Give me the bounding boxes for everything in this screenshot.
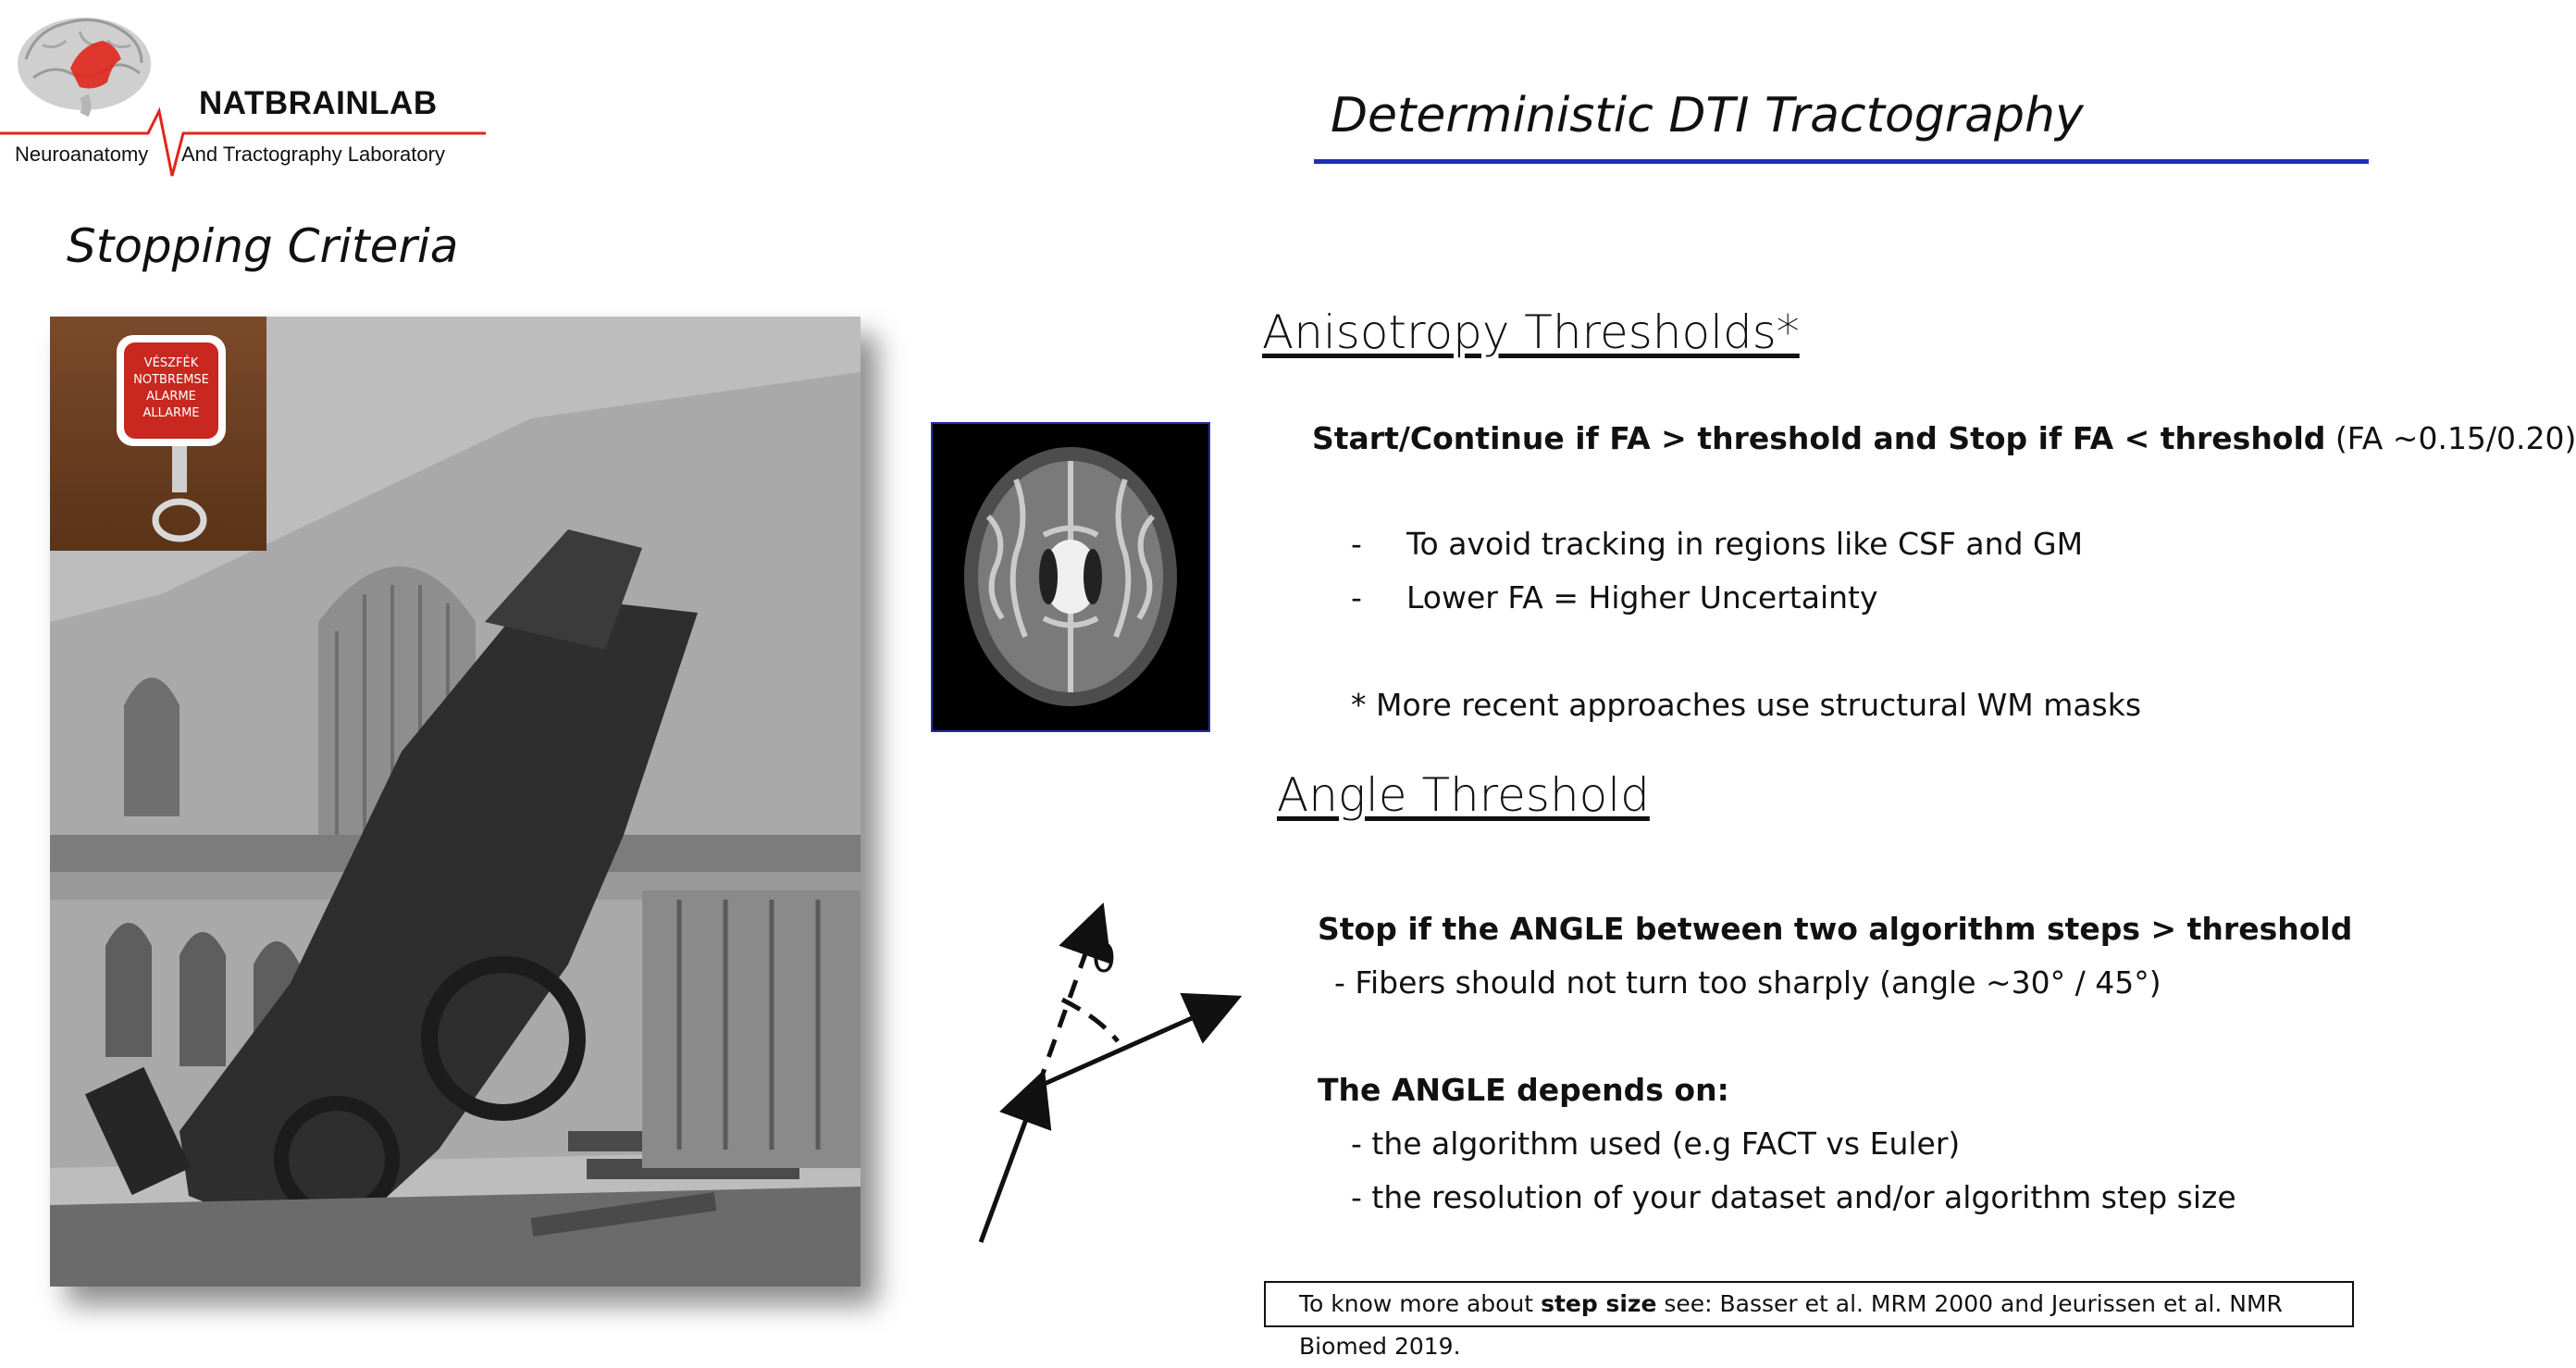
emergency-brake-inset xyxy=(50,317,266,551)
angle-depends-item: - the resolution of your dataset and/or algorithm step size xyxy=(1351,1179,2236,1215)
logo-subtitle-right: And Tractography Laboratory xyxy=(181,143,445,166)
note-bold: step size xyxy=(1541,1290,1657,1317)
section-title: Stopping Criteria xyxy=(67,219,459,273)
step-two-arrow xyxy=(1038,1003,1225,1087)
wm-mask-footnote: * More recent approaches use structural WM masks xyxy=(1351,687,2142,723)
bullet-text: Lower FA = Higher Uncertainty xyxy=(1406,579,1878,616)
angle-depends-heading: The ANGLE depends on: xyxy=(1318,1072,1729,1108)
anisotropy-rule-values: (FA ~0.15/0.20) xyxy=(2325,420,2576,456)
sign-line: VÉSZFÉK xyxy=(143,356,199,370)
sign-line: ALLARME xyxy=(142,406,200,420)
emergency-brake-sign xyxy=(117,335,226,446)
brain-logo-icon xyxy=(15,13,154,119)
step-size-reference-note xyxy=(1264,1281,2354,1360)
bullet-text: To avoid tracking in regions like CSF and GM xyxy=(1406,526,2084,562)
anisotropy-heading: Anisotropy Thresholds* xyxy=(1262,305,1800,359)
anisotropy-rule-bold: Start/Continue if FA > threshold and Stop if FA < threshold xyxy=(1312,420,2326,456)
bullet-dash: - xyxy=(1351,526,1362,562)
note-prefix: To know more about xyxy=(1299,1290,1542,1317)
step-one-arrow xyxy=(981,1087,1038,1242)
sign-line: ALARME xyxy=(146,390,196,404)
angle-heading: Angle Threshold xyxy=(1277,768,1650,822)
brake-handle-icon xyxy=(152,446,207,548)
angle-rule-note: - Fibers should not turn too sharply (angle ~30° / 45°) xyxy=(1334,964,2161,1001)
bullet-dash: - xyxy=(1351,579,1362,616)
slide-title: Deterministic DTI Tractography xyxy=(1331,88,2084,143)
fa-brain-scan-image xyxy=(931,422,1210,732)
anisotropy-rule xyxy=(1312,420,2576,456)
title-rule xyxy=(1314,159,2369,164)
angle-arc xyxy=(1062,1000,1118,1041)
angle-rule: Stop if the ANGLE between two algorithm steps > threshold xyxy=(1318,911,2353,947)
note-suffix: see: Basser et al. MRM 2000 and Jeurissen et al. NMR Biomed 2019. xyxy=(1299,1290,2283,1360)
angle-diagram xyxy=(962,907,1240,1250)
logo-name: NATBRAINLAB xyxy=(199,85,438,121)
sign-line: NOTBREMSE xyxy=(133,373,209,387)
theta-symbol: θ xyxy=(1092,936,1116,981)
angle-depends-item: - the algorithm used (e.g FACT vs Euler) xyxy=(1351,1125,1961,1162)
logo-subtitle-left: Neuroanatomy xyxy=(15,143,149,166)
